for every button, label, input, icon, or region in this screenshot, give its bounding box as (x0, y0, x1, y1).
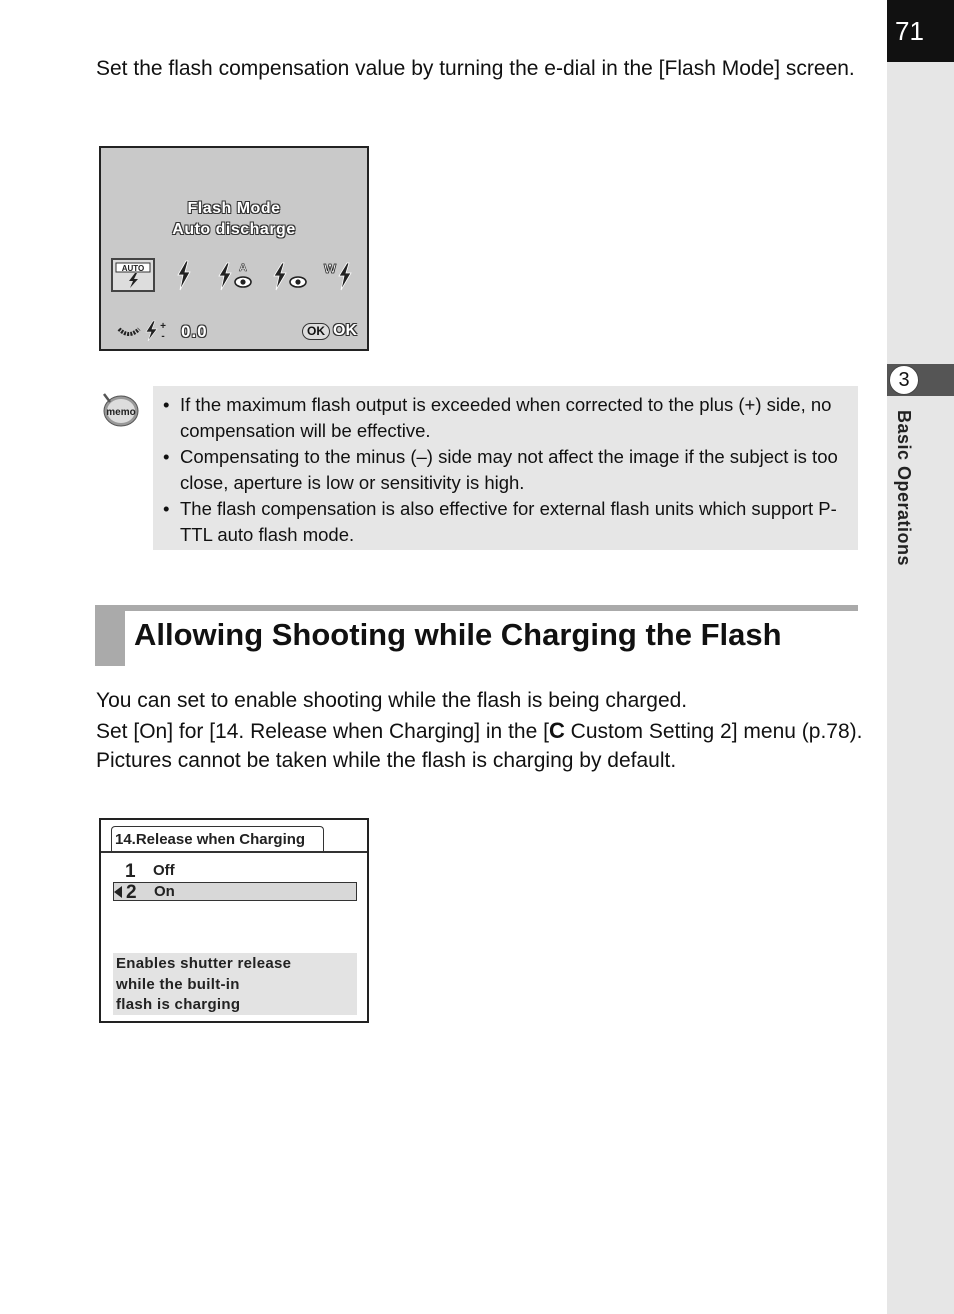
section-heading: Allowing Shooting while Charging the Flash (134, 617, 782, 652)
auto-flash-red-eye-icon[interactable] (216, 258, 256, 294)
option-number: 1 (125, 861, 136, 882)
memo-icon-label: memo (106, 407, 136, 418)
auto-flash-icon (113, 260, 153, 290)
intro-paragraph: Set the flash compensation value by turning the e-dial in the [Flash Mode] screen. (96, 57, 855, 80)
compensation-value: 0.0 (181, 322, 208, 341)
flash-mode-screen (99, 146, 369, 351)
selection-arrow-icon (114, 886, 122, 898)
ok-label: OK (333, 322, 357, 339)
svg-text:A: A (239, 262, 247, 274)
option-description: Enables shutter release while the built-in flash is charging (113, 953, 357, 1015)
tab-underline (101, 851, 367, 853)
svg-text:W: W (323, 261, 337, 276)
chapter-title: Basic Operations (894, 410, 914, 567)
svg-text:+: + (160, 321, 166, 332)
menu-tab-title: 14.Release when Charging (111, 826, 324, 851)
memo-item: • If the maximum flash output is exceeded when corrected to the plus (+) side, no compensation will be effective. (160, 392, 850, 443)
memo-item: • Compensating to the minus (–) side may not affect the image if the subject is too close, aperture is low or sensitivity is high. (160, 444, 850, 495)
wireless-flash-icon[interactable] (321, 258, 357, 294)
chapter-number: 3 (889, 365, 919, 395)
screen-title: Flash Mode (187, 200, 281, 217)
body-line-2b: Custom Setting 2] menu (p.78). Pictures cannot be taken while the flash is charging by default. (96, 719, 863, 772)
ok-button-icon: OK (302, 323, 330, 340)
option-number: 2 (126, 882, 137, 903)
ok-control[interactable] (302, 322, 357, 340)
memo-icon (100, 392, 140, 428)
auto-flash-option[interactable] (111, 258, 155, 292)
e-dial-icon (117, 325, 141, 339)
release-when-charging-screen (99, 818, 369, 1023)
flash-compensation-icon (143, 320, 169, 342)
option-on[interactable] (113, 882, 357, 901)
body-line-2a: Set [On] for [14. Release when Charging] in the [ (96, 719, 549, 743)
heading-marker (95, 605, 125, 666)
body-line-1: You can set to enable shooting while the flash is being charged. (96, 689, 688, 712)
option-off[interactable] (113, 862, 357, 881)
flash-on-icon[interactable] (173, 258, 195, 294)
compensation-row (101, 320, 367, 344)
option-label: On (154, 883, 175, 900)
flash-mode-options (111, 258, 361, 294)
memo-list (160, 392, 850, 548)
heading-rule (95, 605, 858, 611)
page-number: 71 (887, 0, 954, 62)
side-tab (887, 0, 954, 1314)
svg-text:-: - (161, 331, 165, 342)
custom-menu-icon: C (548, 717, 565, 743)
section-body (96, 686, 866, 776)
flash-on-red-eye-icon[interactable] (271, 258, 311, 294)
memo-item: • The flash compensation is also effective for external flash units which support P-TTL auto flash mode. (160, 496, 850, 547)
option-label: Off (153, 862, 175, 879)
auto-label: AUTO (121, 264, 145, 273)
screen-subtitle: Auto discharge (172, 221, 296, 238)
